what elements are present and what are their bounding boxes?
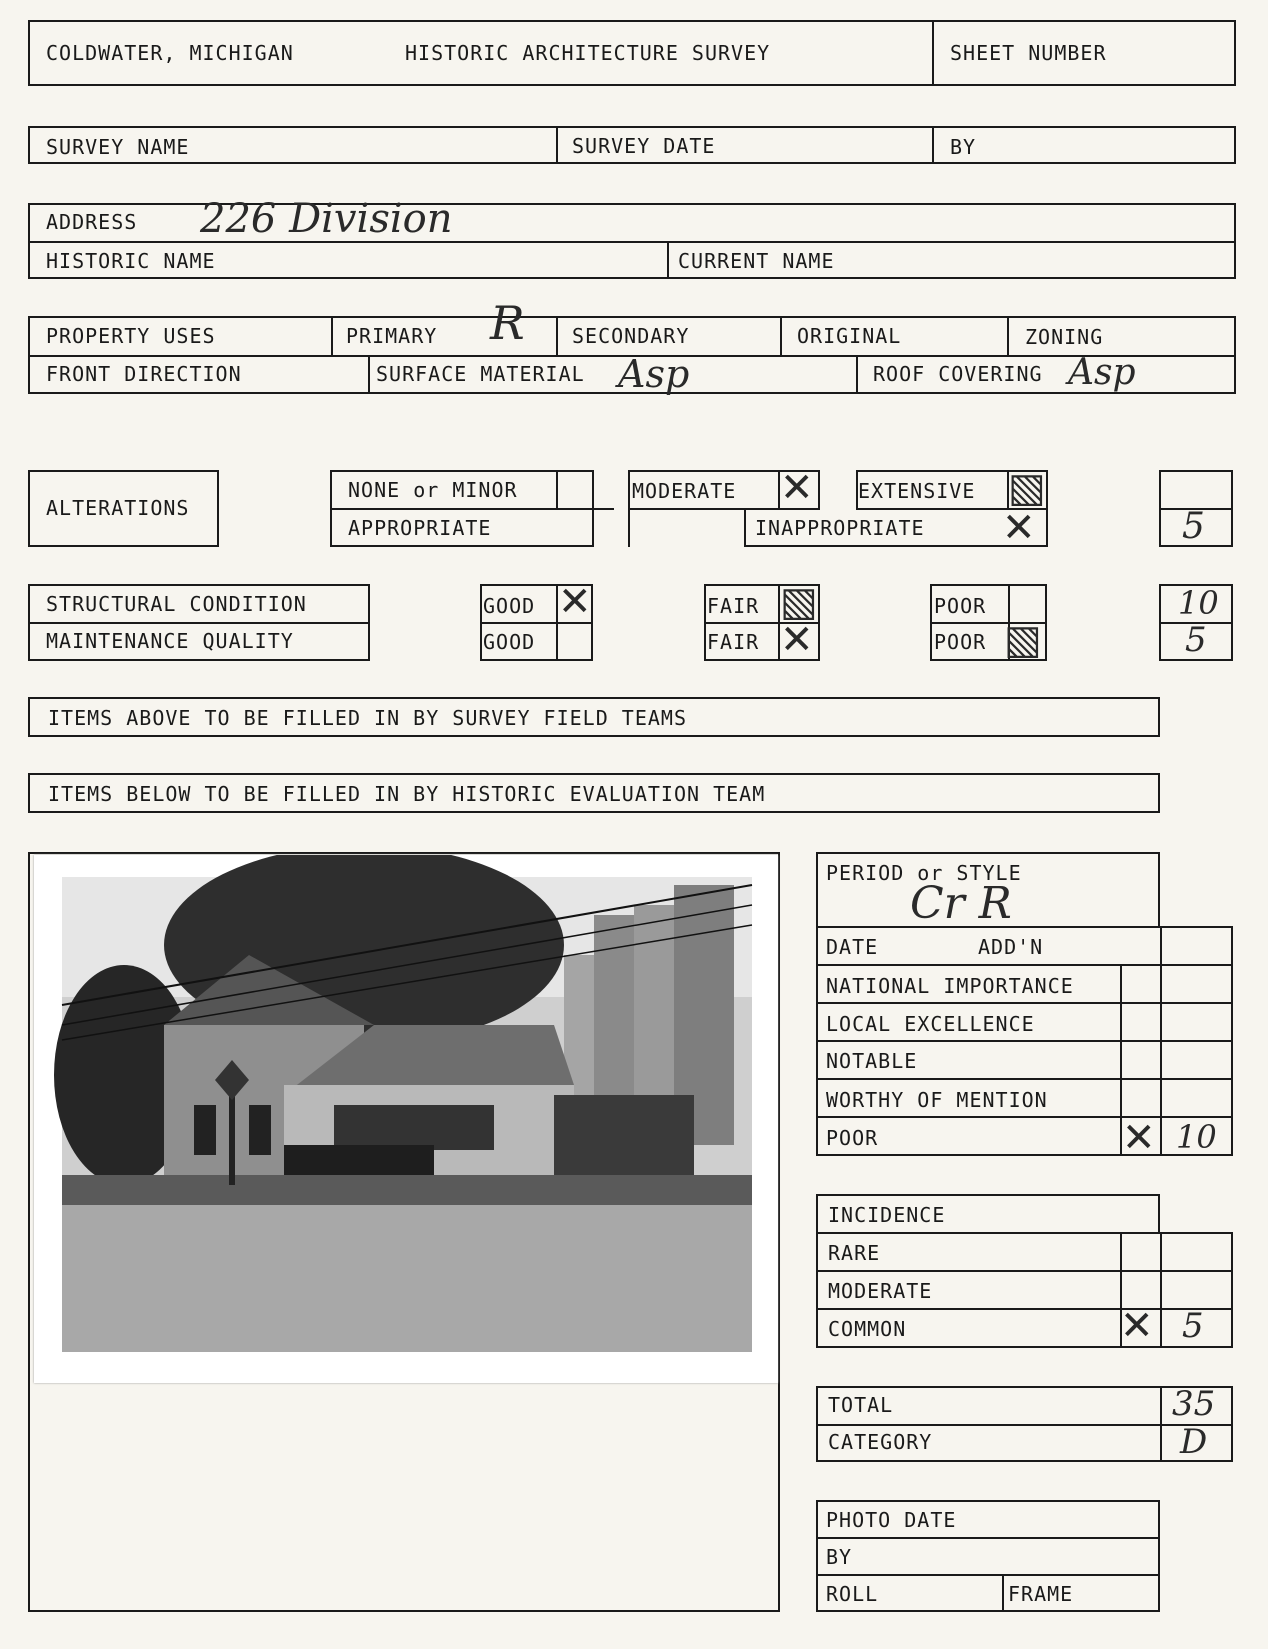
maintenance-score: 5 bbox=[1185, 620, 1207, 660]
note-below: ITEMS BELOW TO BE FILLED IN BY HISTORIC EVALUATION TEAM bbox=[48, 782, 766, 806]
incidence-label: INCIDENCE bbox=[828, 1203, 946, 1227]
survey-divider-1 bbox=[556, 126, 558, 164]
inc-divider-2 bbox=[1160, 1232, 1162, 1348]
survey-by-label: BY bbox=[950, 135, 977, 159]
header-title: HISTORIC ARCHITECTURE SURVEY bbox=[405, 41, 771, 65]
er3 bbox=[816, 1040, 1233, 1042]
structural-score: 10 bbox=[1178, 584, 1219, 622]
pv1 bbox=[331, 316, 333, 355]
current-name-label: CURRENT NAME bbox=[678, 249, 835, 273]
fair-maintenance-x-mark-icon: ✕ bbox=[780, 617, 814, 663]
header-city: COLDWATER, MICHIGAN bbox=[46, 41, 294, 65]
note-above: ITEMS ABOVE TO BE FILLED IN BY SURVEY FIELD TEAMS bbox=[48, 706, 688, 730]
common-x-mark-icon: ✕ bbox=[1120, 1303, 1154, 1349]
alt-rule-1 bbox=[330, 508, 594, 510]
rare-label: RARE bbox=[828, 1241, 881, 1265]
period-label: PERIOD or STYLE bbox=[826, 861, 1022, 885]
er5 bbox=[816, 1116, 1233, 1118]
pi-divider bbox=[1002, 1574, 1004, 1612]
secondary-label: SECONDARY bbox=[572, 324, 690, 348]
address-divider bbox=[667, 241, 669, 279]
historic-name-label: HISTORIC NAME bbox=[46, 249, 216, 273]
national-label: NATIONAL IMPORTANCE bbox=[826, 974, 1074, 998]
common-score: 5 bbox=[1182, 1306, 1204, 1346]
alt-inappropriate-label: INAPPROPRIATE bbox=[755, 516, 925, 540]
alt-rule-2 bbox=[594, 508, 614, 510]
primary-label: PRIMARY bbox=[346, 324, 438, 348]
alt-none-check bbox=[556, 470, 558, 508]
roof-covering-label: ROOF COVERING bbox=[873, 362, 1043, 386]
frame-label: FRAME bbox=[1008, 1582, 1074, 1606]
poor-eval-label: POOR bbox=[826, 1126, 879, 1150]
er4 bbox=[816, 1078, 1233, 1080]
alt-inappropriate-x-mark-icon: ✕ bbox=[1002, 505, 1036, 551]
common-label: COMMON bbox=[828, 1317, 907, 1341]
address-value: 226 Division bbox=[200, 196, 453, 242]
alt-score: 5 bbox=[1182, 506, 1205, 547]
category-label: CATEGORY bbox=[828, 1430, 933, 1454]
poor-maintenance-x-mark-icon: ▧ bbox=[1004, 617, 1042, 663]
header-divider bbox=[932, 20, 934, 86]
zoning-label: ZONING bbox=[1025, 325, 1104, 349]
condition-label-rule bbox=[28, 622, 370, 624]
category-value: D bbox=[1180, 1422, 1208, 1462]
date-label: DATE bbox=[826, 935, 879, 959]
total-label: TOTAL bbox=[828, 1393, 894, 1417]
roof-value: Asp bbox=[1068, 352, 1136, 393]
period-value: Cr R bbox=[910, 878, 1012, 929]
notable-label: NOTABLE bbox=[826, 1049, 918, 1073]
worthy-label: WORTHY OF MENTION bbox=[826, 1088, 1048, 1112]
alt-extensive-label: EXTENSIVE bbox=[858, 479, 976, 503]
alt-extensive-x-mark-icon: ▧ bbox=[1008, 465, 1046, 511]
sheet-number-label: SHEET NUMBER bbox=[950, 41, 1107, 65]
property-uses-label: PROPERTY USES bbox=[46, 324, 216, 348]
addn-label: ADD'N bbox=[978, 935, 1044, 959]
roll-label: ROLL bbox=[826, 1582, 879, 1606]
good-label-1: GOOD bbox=[483, 594, 536, 618]
alt-moderate-label: MODERATE bbox=[632, 479, 737, 503]
pi-rule-1 bbox=[816, 1537, 1160, 1539]
fair-label-2: FAIR bbox=[707, 630, 760, 654]
alt-moderate-x-mark-icon: ✕ bbox=[780, 465, 814, 511]
poor-eval-score: 10 bbox=[1176, 1118, 1217, 1156]
pv3 bbox=[780, 316, 782, 355]
pv4 bbox=[1007, 316, 1009, 355]
poor-label-2: POOR bbox=[934, 630, 987, 654]
total-value: 35 bbox=[1172, 1384, 1216, 1424]
moderate-inc-label: MODERATE bbox=[828, 1279, 933, 1303]
ir1 bbox=[816, 1270, 1233, 1272]
alt-appropriate-label: APPROPRIATE bbox=[348, 516, 492, 540]
photo-by-label: BY bbox=[826, 1545, 853, 1569]
structural-condition-label: STRUCTURAL CONDITION bbox=[46, 592, 307, 616]
fair-label-1: FAIR bbox=[707, 594, 760, 618]
survey-date-label: SURVEY DATE bbox=[572, 134, 716, 158]
pv5 bbox=[368, 355, 370, 394]
pv2 bbox=[556, 316, 558, 355]
house-photo-image bbox=[34, 855, 778, 1383]
survey-divider-2 bbox=[932, 126, 934, 164]
alt-none-label: NONE or MINOR bbox=[348, 478, 518, 502]
er2 bbox=[816, 1002, 1233, 1004]
address-label: ADDRESS bbox=[46, 210, 138, 234]
totals-rule bbox=[816, 1424, 1233, 1426]
maintenance-quality-label: MAINTENANCE QUALITY bbox=[46, 629, 294, 653]
pi-rule-2 bbox=[816, 1574, 1160, 1576]
house-photo bbox=[34, 855, 778, 1383]
survey-name-label: SURVEY NAME bbox=[46, 135, 190, 159]
front-direction-label: FRONT DIRECTION bbox=[46, 362, 242, 386]
surface-material-label: SURFACE MATERIAL bbox=[376, 362, 585, 386]
ir2 bbox=[816, 1308, 1233, 1310]
original-label: ORIGINAL bbox=[797, 324, 902, 348]
pv6 bbox=[856, 355, 858, 394]
surface-value: Asp bbox=[618, 352, 690, 396]
totals-divider bbox=[1160, 1386, 1162, 1462]
alt-connector bbox=[628, 508, 630, 547]
good-label-2: GOOD bbox=[483, 630, 536, 654]
er1 bbox=[816, 964, 1233, 966]
poor-eval-x-mark-icon: ✕ bbox=[1122, 1115, 1156, 1161]
primary-value: R bbox=[490, 296, 525, 350]
local-label: LOCAL EXCELLENCE bbox=[826, 1012, 1035, 1036]
good-structural-x-mark-icon: ✕ bbox=[558, 579, 592, 625]
photo-date-label: PHOTO DATE bbox=[826, 1508, 957, 1532]
fair-structural-x-mark-icon: ▧ bbox=[780, 579, 818, 625]
alterations-label: ALTERATIONS bbox=[46, 496, 190, 520]
poor-label-1: POOR bbox=[934, 594, 987, 618]
